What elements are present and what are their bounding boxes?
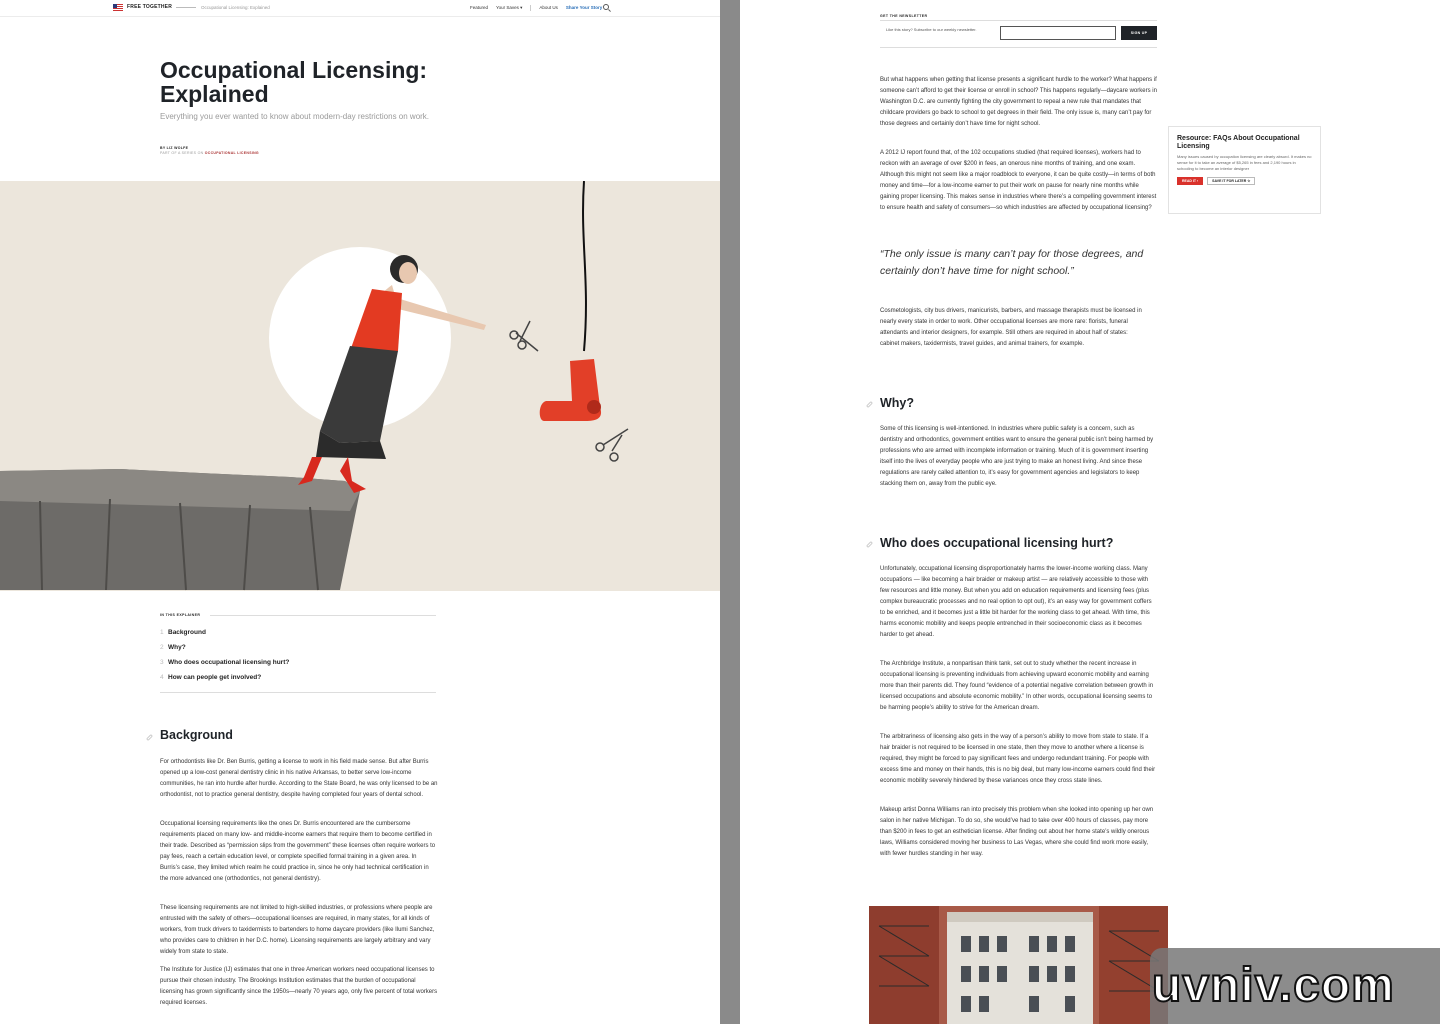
why-paragraph: Some of this licensing is well-intentioned. In industries where public safety is a concern, such as dentistry and orthodontics, government entities want to ensure the general public isn’t being harmed by professions who are armed with incomplete information or training. Much of it is government inserting itself into the lives of everyday people who are just trying to make an honest living. And since these regulations are rarely called attention to, it’s easy for government agencies and legislators to keep stacking them on, away from the public eye. <box>880 426 1154 487</box>
toc-item[interactable]: 4 How can people get involved? <box>160 674 262 681</box>
toc-item[interactable]: 1 Background <box>160 629 206 636</box>
scissors-icon <box>510 321 538 351</box>
toc-heading: IN THIS EXPLAINER <box>160 613 201 617</box>
section-heading-who-hurt: Who does occupational licensing hurt? <box>880 536 1114 550</box>
search-icon[interactable] <box>603 4 609 10</box>
nav-your-saves[interactable]: Your Saves ▾ <box>496 5 523 10</box>
newsletter-email-input[interactable] <box>1000 26 1116 40</box>
link-anchor-icon[interactable] <box>866 541 873 548</box>
top-nav <box>0 0 720 17</box>
page-subtitle: Everything you ever wanted to know about modern-day restrictions on work. <box>160 112 430 121</box>
nav-about-us[interactable]: About Us <box>539 5 558 10</box>
toc-divider <box>210 615 436 616</box>
resource-card-text: Many issues caused by occupation licensing are clearly absurd. It makes no sense for it to take an average of $5,265 in fees and 2,190 hours in schooling to become an interior designer <box>1177 154 1312 171</box>
hair-dryer-vent <box>587 400 601 414</box>
hurt-paragraph-3: The arbitrariness of licensing also gets in the way of a person’s ability to move from state to state. If a hair braider is not required to be licensed in one state, then they move to another where a license is required, they might be forced to pay significant fees and undergo redundant training. For people with excess time and money on their hands, this is no big deal, but many low-income earners could find their economic mobility severely hindered by these variances once they cross state lines. <box>880 734 1156 784</box>
toc-divider-bottom <box>160 692 436 693</box>
toc-item[interactable]: 3 Who does occupational licensing hurt? <box>160 659 290 666</box>
watermark-text: uvniv.com <box>1152 959 1395 1012</box>
street-photo-svg <box>869 906 1168 1024</box>
section-heading-why: Why? <box>880 396 915 410</box>
link-anchor-icon[interactable] <box>866 401 873 408</box>
byline: BY LIZ WOLFE <box>160 146 189 150</box>
nav-divider <box>530 5 531 11</box>
series-line <box>160 151 259 155</box>
report-paragraph: A 2012 IJ report found that, of the 102 occupations studied (that required licenses), workers had to reckon with an average of over $200 in fees, an onerous nine months of training, and one exam. Although this might not seem like a major roadblock to everyone, it can be quite costly—in terms of both money and time—for a low-income earner to put their work on pause for nearly nine months while gaining proper licensing. This makes sense in industries where there’s a compelling government interest to ensure health and safety of consumers—so which industries are affected by occupational licensing? <box>880 150 1157 211</box>
toc-list <box>160 629 289 689</box>
hero-illustration-svg <box>0 181 720 591</box>
newsletter-divider <box>880 20 1157 21</box>
page-title: Occupational Licensing: Explained <box>160 57 428 107</box>
resource-card-title[interactable]: Resource: FAQs About Occupational Licensing <box>1177 135 1300 150</box>
scissors-icon-2 <box>596 429 628 461</box>
nav-share-your-story[interactable]: Share Your Story <box>565 5 603 10</box>
save-for-later-button[interactable]: SAVE IT FOR LATER ☆ <box>1207 177 1255 185</box>
hurt-paragraph-1: Unfortunately, occupational licensing disproportionately harms the lower-income working class. Many occupations — like becoming a hair braider or makeup artist — are relatively accessible to those with few resources and little money. But when you add on education requirements and licensing fees (plus complex bureaucratic processes and no real option to opt out), it’s an easy way for government coffers to be enriched, and it becomes just a little bit harder for the working class to get ahead. With time, this harms economic mobility and keeps people entrenched in their socioeconomic class as it becomes harder to get ahead. <box>880 566 1152 638</box>
hero-illustration <box>0 181 720 591</box>
background-paragraph-3: These licensing requirements are not limited to high-skilled industries, or professions where people are entrusted with the safety of others—occupational licenses are required, in many states, for all kinds of workers, from truck drivers to taxidermists to bartenders to home daycare providers (like Ilumi Sanchez, who provides care to children in her D.C. home). Licensing requirements are largely arbitrary and vary widely from state to state. <box>160 905 435 955</box>
sign-up-button[interactable]: SIGN UP <box>1121 26 1157 40</box>
breadcrumb-divider <box>176 7 196 8</box>
series-prefix: PART OF A SERIES ON <box>160 151 205 155</box>
read-it-button[interactable]: READ IT › <box>1177 177 1203 185</box>
background-paragraph-4: The Institute for Justice (IJ) estimates that one in three American workers need occupational licenses to pursue their chosen industry. The Brookings Institution estimates that the burden of occupational licensing has grown significantly since the 1950s—nearly 70 years ago, only five percent of total workers required licenses. <box>160 967 438 1006</box>
breadcrumb[interactable]: Occupational Licensing: Explained <box>201 5 270 10</box>
newsletter-text: Like this story? Subscribe to our weekly newsletter. <box>886 27 977 32</box>
illustration-face <box>399 262 417 284</box>
toc-item[interactable]: 2 Why? <box>160 644 186 651</box>
resource-card-actions <box>1177 177 1312 185</box>
nav-featured[interactable]: Featured <box>470 5 489 10</box>
series-link[interactable]: OCCUPATIONAL LICENSING <box>204 151 259 155</box>
link-anchor-icon[interactable] <box>146 734 153 741</box>
street-photo <box>869 906 1168 1024</box>
intro-paragraph: But what happens when getting that license presents a significant hurdle to the worker? What happens if someone can’t afford to get their license or enroll in school? This happens regularly—daycare workers in Washington D.C. are currently fighting the city government to repeal a new rule that mandates that childcare providers go back to school to get degrees in their field. The only issue is, many can’t pay for those degrees and certainly don’t have time for night school. <box>880 77 1157 127</box>
occupations-paragraph: Cosmetologists, city bus drivers, manicurists, barbers, and massage therapists must be licensed in nearly every state in order to work. Other occupational licenses are more rare: florists, funeral attendants and interior designers, for example. Still others are required in about half of states: cabinet makers, taxidermists, travel guides, and animal trainers, for example. <box>880 308 1142 347</box>
illustration-cord <box>583 181 586 351</box>
brand-logo[interactable]: FREE TOGETHER <box>127 4 173 10</box>
resource-card <box>1168 126 1321 214</box>
article-page-continued <box>740 0 1440 1024</box>
newsletter-divider-bottom <box>880 47 1157 48</box>
newsletter-heading: GET THE NEWSLETTER <box>880 14 928 18</box>
background-paragraph-2: Occupational licensing requirements like the ones Dr. Burris encountered are the cumbersome requirements placed on many low- and middle-income earners that require them to become certified in their trade. Described as “permission slips from the government” these licenses often require workers to pay fees, reach a certain education level, or complete specified formal training in a given area. In Burris’s case, they limited which realm he could practice in, since he only had technical certification in the more advanced one (orthodontics, not general dentistry). <box>160 821 436 882</box>
background-paragraph-1: For orthodontists like Dr. Ben Burris, getting a license to work in his field made sense. But after Burris opened up a low-cost general dentistry clinic in his native Arkansas, to better serve low-income communities, he ran into hurdle after hurdle. According to the State Board, he was only licensed to be an orthodontist, not to practice general dentistry, despite having completed four years of dental school. <box>160 759 438 798</box>
hurt-paragraph-2: The Archbridge Institute, a nonpartisan think tank, set out to study whether the recent increase in occupational licensing is preventing individuals from achieving upward economic mobility and earning more than their parents did. They found “evidence of a potential negative correlation between growth in licensed occupations and absolute economic mobility.” In other words, occupational licensing seems to be harming people’s ability to strive for the American dream. <box>880 661 1154 711</box>
flag-icon <box>113 4 123 11</box>
section-heading-background: Background <box>160 728 233 742</box>
nav-links <box>470 5 602 11</box>
hurt-paragraph-4: Makeup artist Donna Williams ran into precisely this problem when she looked into opening up her own salon in her native Michigan. To do so, she would’ve had to take over 400 hours of classes, pay more than $200 in fees to get an esthetician license. After finding out about her home state’s wildly onerous laws, Williams considered moving her business to Las Vegas, where she could find work more easily, with fewer hurdles standing in her way. <box>880 807 1154 857</box>
pull-quote: “The only issue is many can’t pay for those degrees, and certainly don’t have time for night school.” <box>880 248 1144 277</box>
